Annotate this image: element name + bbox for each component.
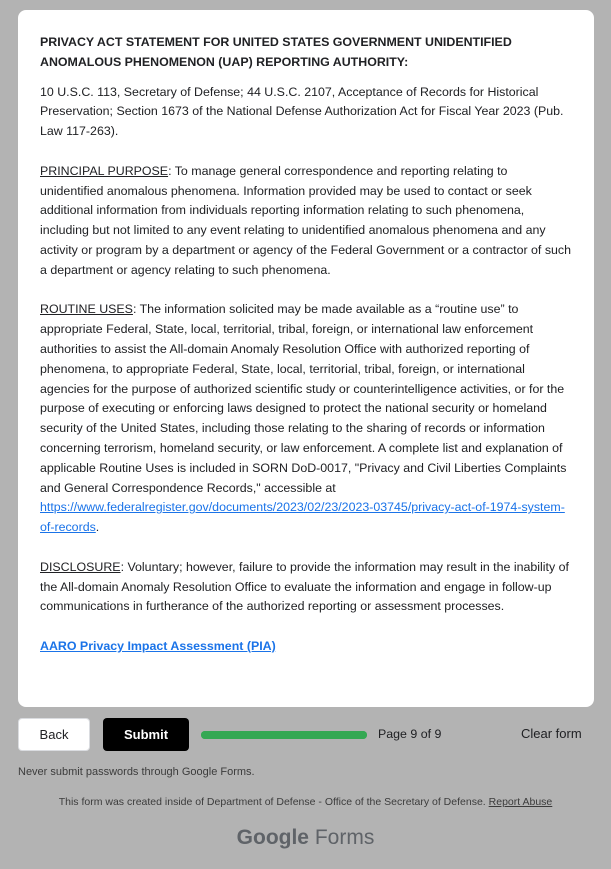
logo-google-word: Google [236, 826, 309, 849]
disclosure-text: : Voluntary; however, failure to provide the information may result in the inability of the All-domain Anomaly Resolution Office to evaluate the information and engage in follow-up communications in furtherance of the authorized reporting or assessment processes. [40, 559, 569, 614]
submit-button[interactable]: Submit [103, 718, 189, 751]
disclosure-label: DISCLOSURE [40, 559, 121, 574]
back-button[interactable]: Back [18, 718, 90, 751]
clear-form-button[interactable]: Clear form [521, 726, 582, 741]
form-origin-notice [0, 796, 611, 808]
routine-uses-paragraph [40, 300, 572, 538]
form-origin-text: This form was created inside of Department of Defense - Office of the Secretary of Defense. [58, 796, 486, 808]
principal-purpose-paragraph [40, 162, 572, 281]
authority-paragraph: 10 U.S.C. 113, Secretary of Defense; 44 U.S.C. 2107, Acceptance of Records for Historical Preservation; Section 1673 of the National Defense Authorization Act for Fiscal Year 2023 (Pub. Law 117-263). [40, 84, 564, 139]
privacy-statement-card [18, 10, 594, 707]
federal-register-link[interactable]: https://www.federalregister.gov/documents/2023/02/23/2023-03745/privacy-act-of-1974-system-of-records [40, 500, 565, 535]
routine-uses-text: : The information solicited may be made available as a “routine use” to appropriate Federal, State, local, territorial, tribal, foreign, or international law enforcement authorities to assist the All-domain Anomaly Resolution Office with authorized reporting of phenomena, to appropriate Federal, State, local, territorial, tribal, foreign, or international agencies for the purpose of authorized scientific study or counterintelligence activities, or for the purpose of executing or enforcing laws designed to protect the national security or homeland security of the United States, including those relating to the sharing of records or information concerning terrorism, homeland security, or law enforcement. A complete list and explanation of applicable Routine Uses is included in SORN DoD-0017, "Privacy and Civil Liberties Complaints and General Correspondence Records," accessible at [40, 302, 567, 495]
progress-bar-fill [201, 731, 367, 739]
report-abuse-link[interactable]: Report Abuse [488, 796, 553, 808]
google-forms-logo[interactable] [0, 826, 611, 850]
disclosure-paragraph [40, 558, 572, 617]
page-indicator: Page 9 of 9 [378, 727, 442, 741]
principal-purpose-label: PRINCIPAL PURPOSE [40, 163, 169, 178]
routine-uses-end: . [95, 520, 100, 535]
pia-link[interactable]: AARO Privacy Impact Assessment (PIA) [40, 638, 276, 653]
principal-purpose-text: : To manage general correspondence and reporting relating to unidentified anomalous phenomena. Information provided may be used to contact or seek additional information from individuals reporting information relating to such phenomena, including but not limited to any event relating to unidentified anomalous phenomena and any activity or program by a department or agency of the Federal Government or a contractor of such a department or agency relating to such phenomena. [40, 163, 571, 277]
routine-uses-label: ROUTINE USES [40, 302, 133, 317]
logo-forms-word: Forms [314, 826, 375, 849]
statement-heading: PRIVACY ACT STATEMENT FOR UNITED STATES GOVERNMENT UNIDENTIFIED ANOMALOUS PHENOMENON (UAP) REPORTING AUTHORITY: [40, 35, 512, 69]
progress-bar [201, 731, 367, 739]
password-warning: Never submit passwords through Google Forms. [18, 766, 255, 778]
